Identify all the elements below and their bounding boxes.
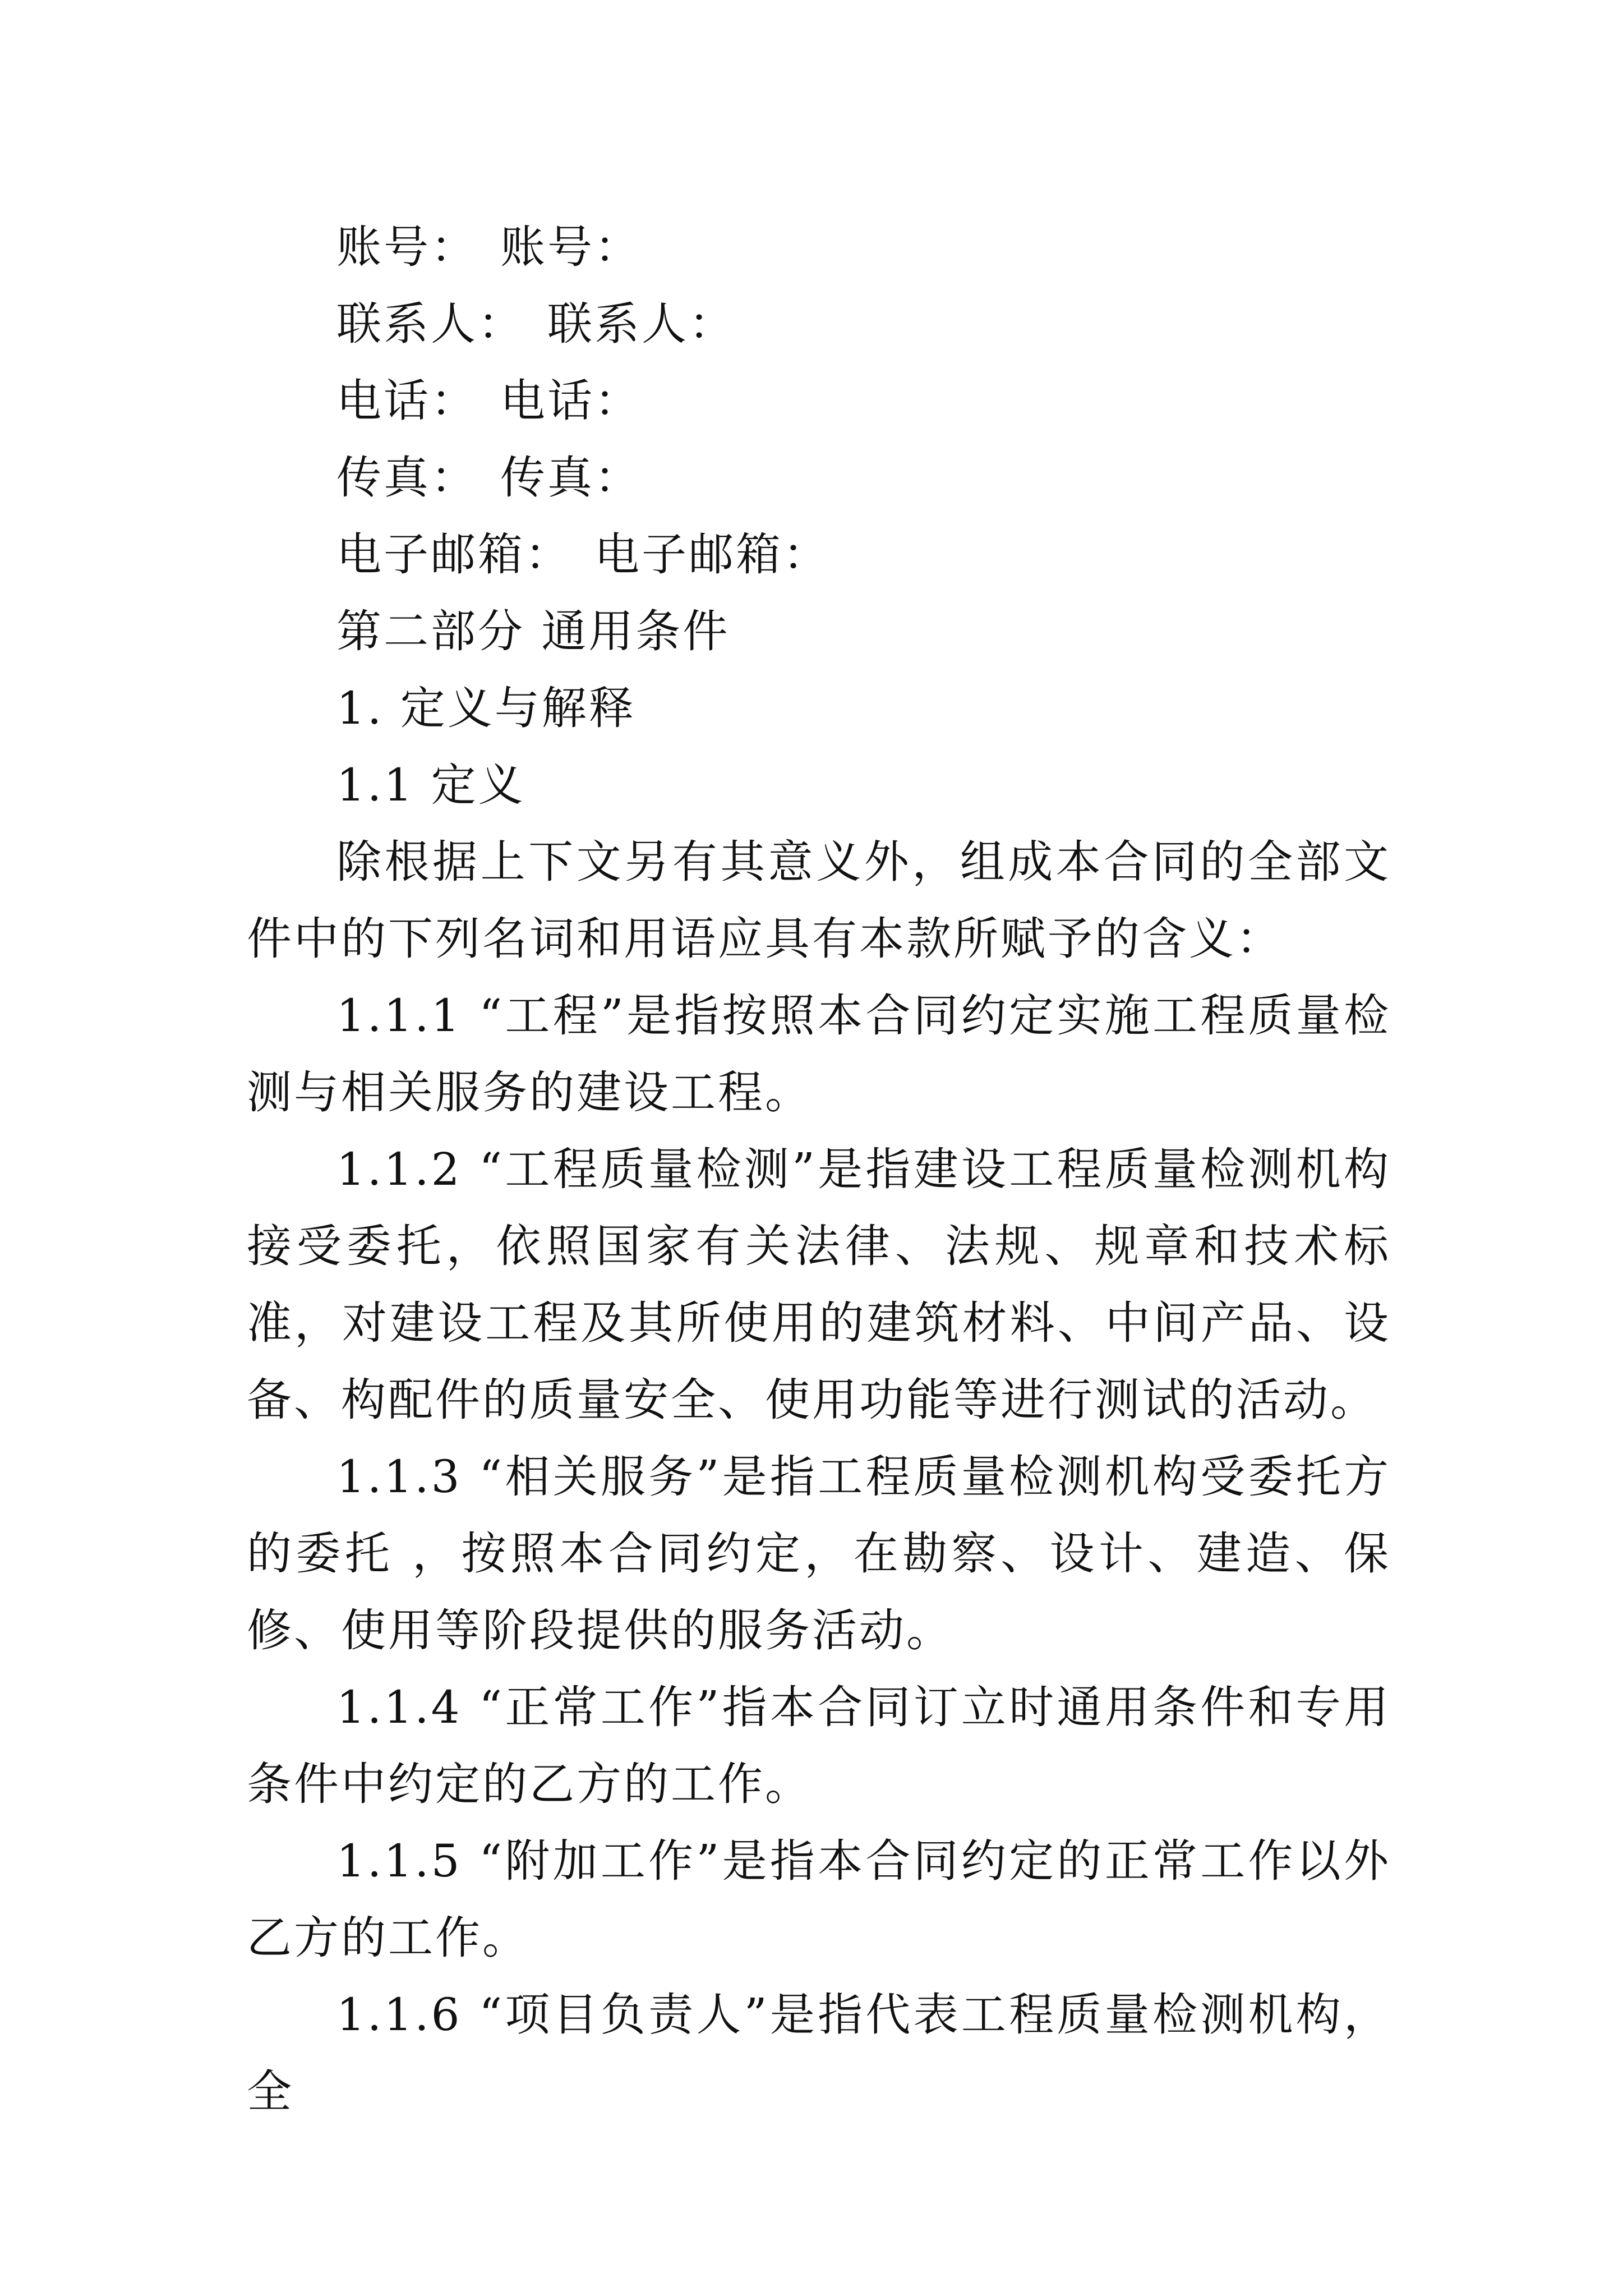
phone-label-2: 电话： bbox=[500, 375, 642, 427]
section-heading-1-1: 1.1 定义 bbox=[336, 759, 525, 811]
fax-label-2: 传真： bbox=[500, 452, 642, 504]
section-heading-1: 1. 定义与解释 bbox=[336, 682, 636, 734]
email-label-2: 电子邮箱： bbox=[594, 528, 830, 581]
contact-person-line bbox=[247, 286, 1391, 362]
contact-person-label-2: 联系人： bbox=[547, 298, 736, 350]
account-label: 账号： bbox=[336, 221, 478, 273]
paragraph-1-1-1: 1.1.1 “工程”是指按照本合同约定实施工程质量检测与相关服务的建设工程。 bbox=[247, 990, 1391, 1119]
paragraph-1-1-2: 1.1.2 “工程质量检测”是指建设工程质量检测机构接受委托，依照国家有关法律、法规、规章和技术标准，对建设工程及其所使用的建筑材料、中间产品、设备、构配件的质量安全、使用功能等进行测试的活动。 bbox=[247, 1143, 1391, 1426]
contact-person-label: 联系人： bbox=[336, 298, 525, 350]
part-title: 第二部分 通用条件 bbox=[336, 605, 730, 657]
account-line bbox=[247, 209, 1391, 286]
paragraph-1-1-4: 1.1.4 “正常工作”指本合同订立时通用条件和专用条件中约定的乙方的工作。 bbox=[247, 1681, 1391, 1810]
document-body bbox=[247, 209, 1391, 2130]
email-label: 电子邮箱： bbox=[336, 528, 572, 581]
paragraph-intro: 除根据上下文另有其意义外，组成本合同的全部文件中的下列名词和用语应具有本款所赋予的含义： bbox=[247, 836, 1391, 965]
account-label-2: 账号： bbox=[500, 221, 642, 273]
paragraph-1-1-5: 1.1.5 “附加工作”是指本合同约定的正常工作以外乙方的工作。 bbox=[247, 1835, 1391, 1964]
paragraph-1-1-6: 1.1.6 “项目负责人”是指代表工程质量检测机构，全 bbox=[247, 1989, 1391, 2118]
fax-line bbox=[247, 439, 1391, 516]
phone-label: 电话： bbox=[336, 375, 478, 427]
phone-line bbox=[247, 362, 1391, 439]
paragraph-1-1-3: 1.1.3 “相关服务”是指工程质量检测机构受委托方的委托 ，按照本合同约定，在勘察、设计、建造、保修、使用等阶段提供的服务活动。 bbox=[247, 1451, 1391, 1657]
fax-label: 传真： bbox=[336, 452, 478, 504]
email-line bbox=[247, 516, 1391, 593]
